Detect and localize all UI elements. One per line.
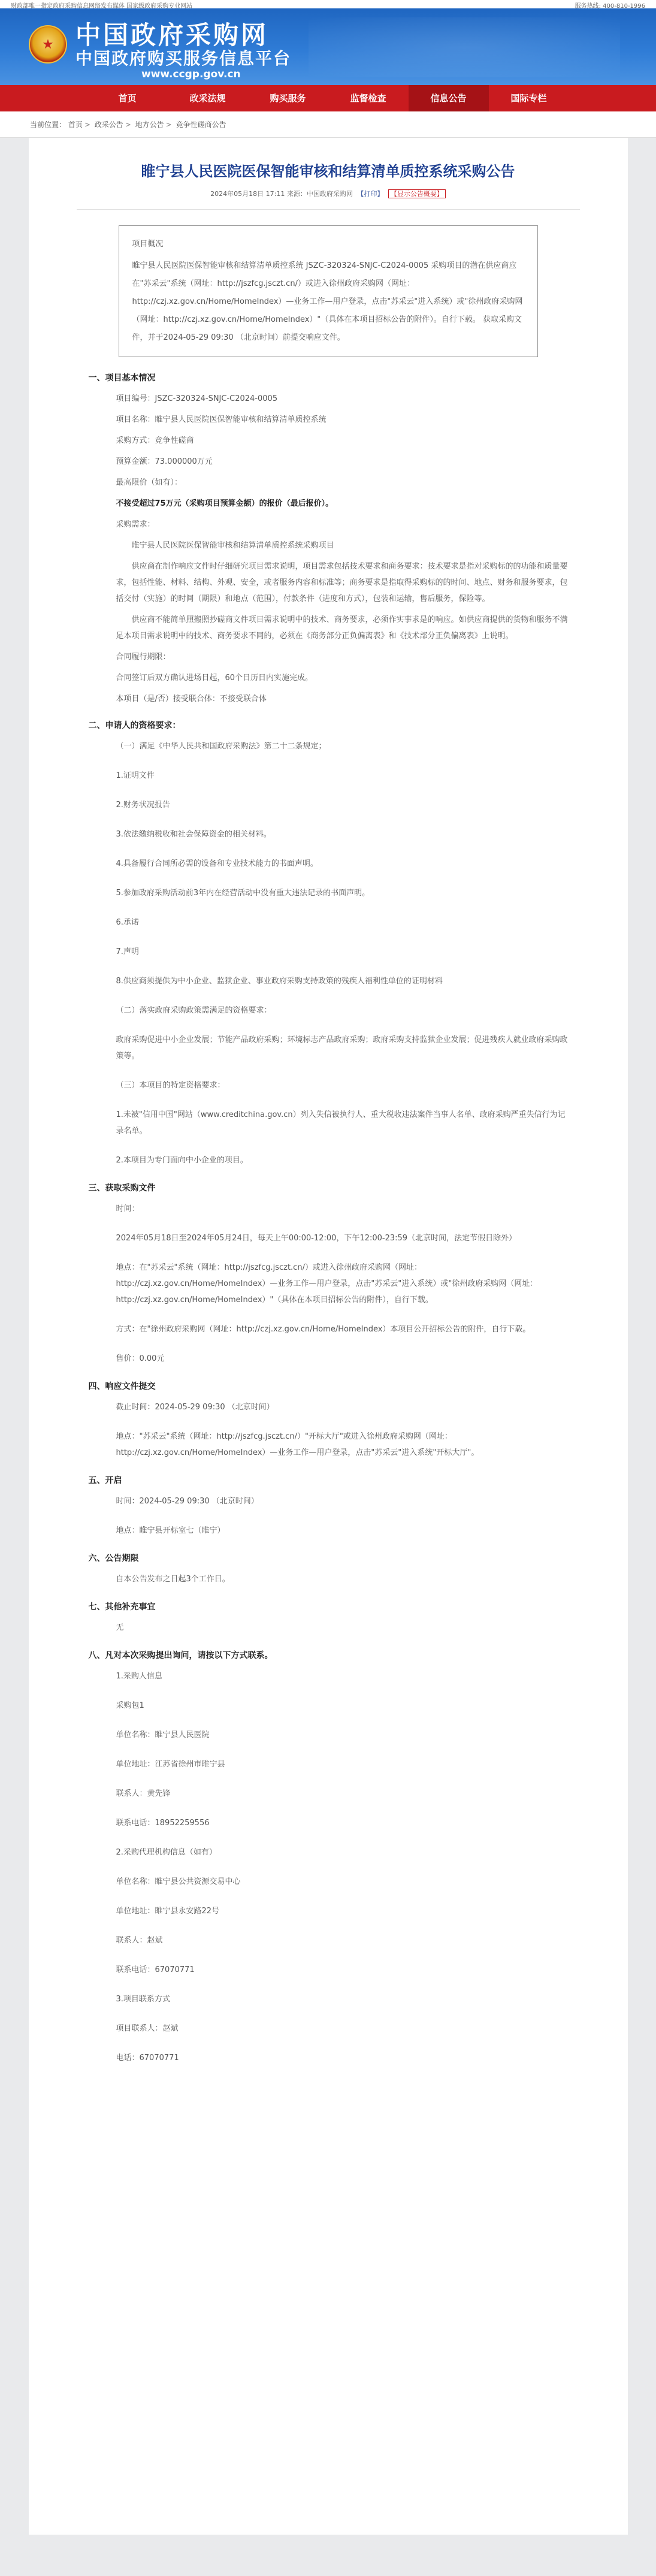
banner-watermark	[309, 17, 620, 77]
summary-text: 睢宁县人民医院医保智能审核和结算清单质控系统 JSZC-320324-SNJC-C2024-0005 采购项目的潜在供应商应在"苏采云"系统（网址：http://jszfcg.jsczt.cn/）或进入徐州政府采购网（网址：http://czj.xz.gov.cn/Home/HomeIndex）—业务工作—用户登录，点击"苏采云"进入系统）或"徐州政府采购网（网址：http://czj.xz.gov.cn/Home/HomeIndex）"（具体在本项目招标公告的附件）。自行下载。 获取采购文件，并于2024-05-29 09:30 （北京时间）前提交响应文件。	[132, 261, 523, 342]
list-item: 单位地址：江苏省徐州市睢宁县	[116, 1760, 225, 1769]
paragraph: 地点："苏采云"系统（网址：http://jszfcg.jsczt.cn/）"开标大厅"或进入徐州政府采购网（网址：http://czj.xz.gov.cn/Home/HomeIndex）—业务工作—用户登录，点击"苏采云"进入系统"开标大厅"。	[116, 1432, 479, 1457]
section-heading: 五、开启	[88, 1476, 122, 1485]
article-body	[89, 372, 568, 2066]
list-item: 3.项目联系方式	[116, 1995, 170, 2004]
nav-purchase-services[interactable]: 购买服务	[270, 93, 306, 104]
section-heading: 六、公告期限	[88, 1554, 139, 1563]
paragraph: 时间：2024-05-29 09:30 （北京时间）	[116, 1497, 259, 1506]
print-link[interactable]: 【打印】	[357, 190, 384, 198]
project-name: 项目名称：睢宁县人民医院医保智能审核和结算清单质控系统	[116, 415, 327, 424]
list-item: 采购包1	[116, 1701, 144, 1710]
list-item: 2.采购代理机构信息（如有）	[116, 1848, 217, 1857]
nav-supervision[interactable]: 监督检查	[350, 93, 386, 104]
list-item: 单位名称：睢宁县公共资源交易中心	[116, 1877, 241, 1886]
site-subname: 中国政府购买服务信息平台	[75, 49, 292, 68]
consortium-info: 本项目（是/否）接受联合体：不接受联合体	[116, 694, 267, 703]
list-item: 联系电话：67070771	[116, 1965, 195, 1974]
contract-period: 合同签订后双方确认进场日起，60个日历日内实施完成。	[116, 674, 313, 682]
paragraph: （一）满足《中华人民共和国政府采购法》第二十二条规定；	[116, 742, 327, 751]
hotline: 服务热线: 400-810-1996	[575, 3, 645, 8]
paragraph: 地点：在"苏采云"系统（网址：http://jszfcg.jsczt.cn/）或进入徐州政府采购网（网址：http://czj.xz.gov.cn/Home/HomeIndex）—业务工作—用户登录，点击"苏采云"进入系统）或"徐州政府采购网（网址：http://czj.xz.gov.cn/Home/HomeIndex）"（具体在本项目招标公告的附件），自行下载。	[116, 1263, 538, 1304]
site-name: 中国政府采购网	[75, 20, 269, 50]
section-heading: 八、凡对本次采购提出询问，请按以下方式联系。	[88, 1651, 273, 1660]
paragraph: 方式：在"徐州政府采购网（网址：http://czj.xz.gov.cn/Home/HomeIndex）本项目公开招标公告的附件，自行下载。	[116, 1325, 531, 1334]
breadcrumb-local[interactable]: 地方公告	[135, 120, 164, 129]
list-item: 单位名称：睢宁县人民医院	[116, 1731, 210, 1740]
national-emblem-icon: ★	[29, 25, 67, 64]
show-summary-button[interactable]: 【显示公告概要】	[388, 189, 446, 198]
max-price-label: 最高限价（如有）：	[116, 478, 183, 487]
list-item: 8.供应商须提供为中小企业、监狱企业、事业政府采购支持政策的残疾人福利性单位的证明材料	[116, 977, 443, 986]
budget-amount: 预算金额：73.000000万元	[116, 457, 213, 466]
list-item: 电话：67070771	[116, 2053, 179, 2062]
paragraph: 截止时间：2024-05-29 09:30 （北京时间）	[116, 1403, 274, 1412]
paragraph: 供应商不能简单照搬照抄磋商文件项目需求说明中的技术、商务要求，必须作实事求是的响应。如供应商提供的货物和服务不满足本项目需求说明中的技术、商务要求不同的，必须在《商务部分正负偏离表》和《技术部分正负偏离表》上说明。	[116, 615, 568, 641]
requirements-label: 采购需求：	[116, 520, 155, 529]
paragraph: 自本公告发布之日起3个工作日。	[116, 1575, 230, 1584]
nav-home[interactable]: 首页	[118, 93, 137, 104]
list-item: 5.参加政府采购活动前3年内在经营活动中没有重大违法记录的书面声明。	[116, 889, 370, 898]
list-item: 联系电话：18952259556	[116, 1819, 210, 1828]
max-price-value: 不接受超过75万元（采购项目预算金额）的报价（最后报价）。	[116, 499, 334, 508]
article-container	[29, 138, 628, 2535]
paragraph: 2024年05月18日至2024年05月24日，每天上午00:00-12:00，下午12:00-23:59（北京时间，法定节假日除外）	[116, 1234, 517, 1243]
site-url: www.ccgp.gov.cn	[141, 68, 241, 80]
section-heading: 七、其他补充事宜	[88, 1602, 156, 1612]
section-heading: 一、项目基本情况	[88, 373, 156, 383]
breadcrumb-home[interactable]: 首页	[68, 120, 83, 129]
procurement-method: 采购方式：竞争性磋商	[116, 436, 194, 445]
breadcrumb-announcements[interactable]: 政采公告	[94, 120, 123, 129]
page-title: 睢宁县人民医院医保智能审核和结算清单质控系统采购公告	[141, 163, 515, 180]
site-banner	[0, 8, 656, 85]
list-item: 单位地址：睢宁县永安路22号	[116, 1907, 220, 1916]
list-item: 1.采购人信息	[116, 1672, 162, 1681]
list-item: 联系人：黄先锋	[116, 1789, 171, 1798]
main-nav	[0, 85, 656, 111]
nav-regulations[interactable]: 政采法规	[189, 93, 226, 104]
list-item: 2.财务状况报告	[116, 801, 170, 810]
list-item: 6.承诺	[116, 918, 139, 927]
section-heading: 二、申请人的资格要求：	[88, 721, 181, 730]
list-item: 1.未被"信用中国"网站（www.creditchina.gov.cn）列入失信被执行人、重大税收违法案件当事人名单、政府采购严重失信行为记录名单。	[116, 1110, 566, 1136]
paragraph: 地点：睢宁县开标室七（睢宁）	[116, 1526, 225, 1535]
paragraph: 政府采购促进中小企业发展；节能产品政府采购；环境标志产品政府采购；政府采购支持监狱企业发展；促进残疾人就业政府采购政策等。	[116, 1035, 568, 1061]
nav-international[interactable]: 国际专栏	[510, 93, 547, 104]
breadcrumb-current[interactable]: 竞争性磋商公告	[176, 120, 226, 129]
article-meta	[77, 189, 580, 210]
paragraph: （二）落实政府采购政策需满足的资格要求：	[116, 1006, 272, 1015]
paragraph: 无	[116, 1623, 124, 1632]
top-strip	[0, 0, 656, 8]
list-item: 项目联系人：赵斌	[116, 2024, 179, 2033]
publish-info: 2024年05月18日 17:11 来源：中国政府采购网	[210, 190, 353, 198]
paragraph: 售价：0.00元	[116, 1354, 165, 1363]
section-heading: 四、响应文件提交	[88, 1382, 156, 1391]
list-item: 4.具备履行合同所必需的设备和专业技术能力的书面声明。	[116, 859, 318, 868]
paragraph: （三）本项目的特定资格要求：	[116, 1081, 225, 1090]
list-item: 联系人：赵斌	[116, 1936, 163, 1945]
summary-title: 项目概况	[132, 240, 164, 249]
breadcrumb: 当前位置： 首页 > 政采公告 > 地方公告 > 竞争性磋商公告	[0, 111, 656, 138]
project-number: 项目编号：JSZC-320324-SNJC-C2024-0005	[116, 394, 278, 403]
paragraph: 供应商在制作响应文件时仔细研究项目需求说明，项目需求包括技术要求和商务要求：技术要求是指对采购标的的功能和质量要求，包括性能、材料、结构、外观、安全，或者服务内容和标准等；商务要求是指取得采购标的的时间、地点、财务和服务要求，包括交付（实施）的时间（期限）和地点（范围），付款条件（进度和方式），包装和运输，售后服务，保险等。	[116, 562, 568, 603]
list-item: 3.依法缴纳税收和社会保障资金的相关材料。	[116, 830, 271, 839]
site-logo[interactable]	[29, 22, 291, 80]
nav-announcements[interactable]: 信息公告	[409, 85, 489, 111]
list-item: 1.证明文件	[116, 771, 155, 780]
list-item: 7.声明	[116, 947, 139, 956]
project-summary-box	[119, 225, 538, 357]
section-heading: 三、获取采购文件	[88, 1183, 156, 1193]
contract-period-label: 合同履行期限：	[116, 653, 171, 662]
list-item: 2.本项目为专门面向中小企业的项目。	[116, 1156, 248, 1165]
top-strip-left: 财政部唯一指定政府采购信息网络发布媒体 国家级政府采购专业网站	[11, 3, 193, 8]
breadcrumb-prefix: 当前位置：	[30, 120, 66, 129]
requirements-title: 睢宁县人民医院医保智能审核和结算清单质控系统采购项目	[131, 541, 334, 550]
paragraph: 时间：	[116, 1204, 140, 1213]
